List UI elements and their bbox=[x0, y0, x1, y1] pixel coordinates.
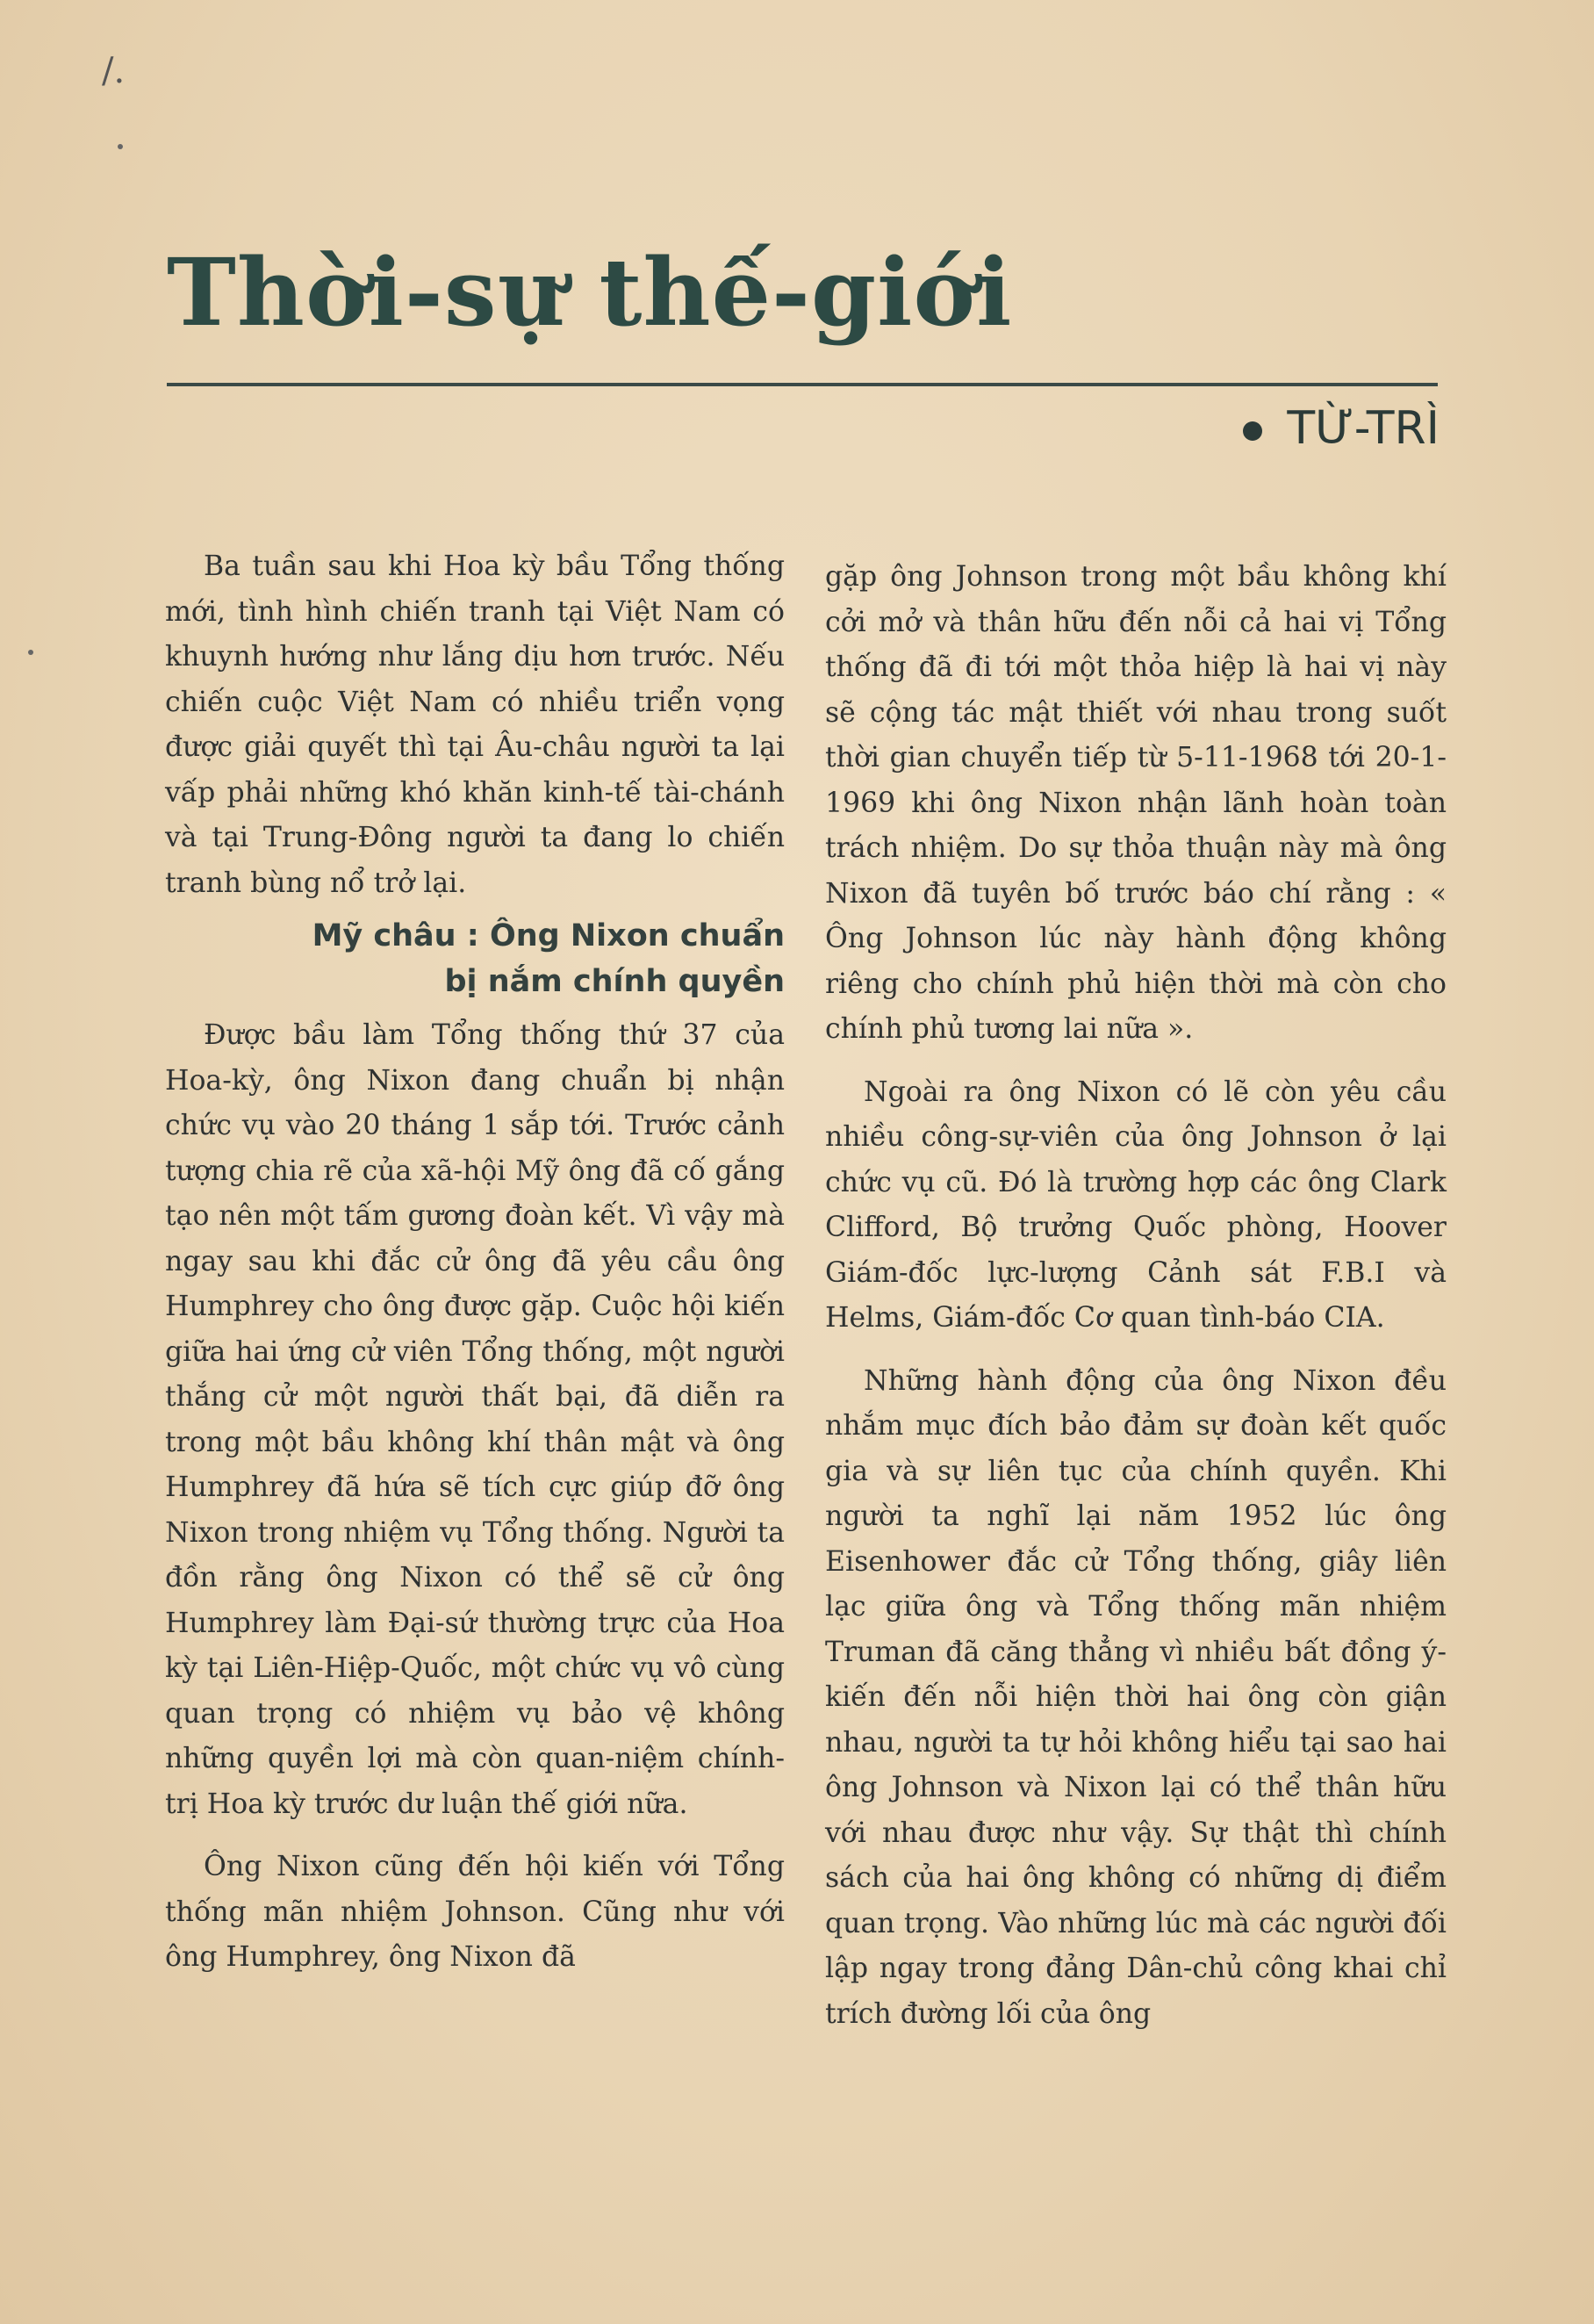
author-name: TỪ-TRÌ bbox=[1287, 402, 1440, 455]
left-column bbox=[165, 544, 785, 1981]
article-title: Thời-sự thế-giới bbox=[167, 237, 1013, 347]
body-paragraph: Được bầu làm Tổng thống thứ 37 của Hoa-kỳ, ông Nixon đang chuẩn bị nhận chức vụ vào 20 tháng 1 sắp tới. Trước cảnh tượng chia rẽ của xã-hội Mỹ ông đã cố gắng tạo nên một tấm gương đoàn kết. Vì vậy mà ngay sau khi đắc cử ông đã yêu cầu ông Humphrey cho ông được gặp. Cuộc hội kiến giữa hai ứng cử viên Tổng thống, một người thắng cử một người thất bại, đã diễn ra trong một bầu không khí thân mật và ông Humphrey đã hứa sẽ tích cực giúp đỡ ông Nixon trong nhiệm vụ Tổng thống. Người ta đồn rằng ông Nixon có thể sẽ cử ông Humphrey làm Đại-sứ thường trực của Hoa kỳ tại Liên-Hiệp-Quốc, một chức vụ vô cùng quan trọng có nhiệm vụ bảo vệ không những quyền lợi mà còn quan-niệm chính-trị Hoa kỳ trước dư luận thế giới nữa. bbox=[165, 1019, 785, 1820]
speck bbox=[118, 144, 123, 149]
page-mark: /. bbox=[102, 51, 126, 91]
body-paragraph: Những hành động của ông Nixon đều nhắm mục đích bảo đảm sự đoàn kết quốc gia và sự liên tục của chính quyền. Khi người ta nghĩ lại năm 1952 lúc ông Eisenhower đắc cử Tổng thống, giây liên lạc giữa ông và Tổng thống mãn nhiệm Truman đã căng thẳng vì nhiều bất đồng ý-kiến đến nỗi hiện thời hai ông còn giận nhau, người ta tự hỏi không hiểu tại sao hai ông Johnson và Nixon lại có thể thân hữu với nhau được như vậy. Sự thật thì chính sách của hai ông không có những dị điểm quan trọng. Vào những lúc mà các người đối lập ngay trong đảng Dân-chủ công khai chỉ trích đường lối của ông bbox=[825, 1364, 1447, 2030]
intro-paragraph: Ba tuần sau khi Hoa kỳ bầu Tổng thống mới, tình hình chiến tranh tại Việt Nam có khuynh hướng như lắng dịu hơn trước. Nếu chiến cuộc Việt Nam có nhiều triển vọng được giải quyết thì tại Âu-châu người ta lại vấp phải những khó khăn kinh-tế tài-chánh và tại Trung-Đông người ta đang lo chiến tranh bùng nổ trở lại. bbox=[165, 550, 785, 899]
body-paragraph: gặp ông Johnson trong một bầu không khí cởi mở và thân hữu đến nỗi cả hai vị Tổng thống đã đi tới một thỏa hiệp là hai vị này sẽ cộng tác mật thiết với nhau trong suốt thời gian chuyển tiếp từ 5-11-1968 tới 20-1-1969 khi ông Nixon nhận lãnh hoàn toàn trách nhiệm. Do sự thỏa thuận này mà ông Nixon đã tuyên bố trước báo chí rằng : « Ông Johnson lúc này hành động không riêng cho chính phủ hiện thời mà còn cho chính phủ tương lai nữa ». bbox=[825, 561, 1447, 1045]
section-heading-line-2: bị nắm chính quyền bbox=[444, 964, 785, 999]
bullet-icon bbox=[1243, 421, 1262, 441]
section-heading bbox=[165, 913, 785, 1004]
section-heading-line-1: Mỹ châu : Ông Nixon chuẩn bbox=[312, 918, 785, 953]
body-paragraph: Ngoài ra ông Nixon có lẽ còn yêu cầu nhiều công-sự-viên của ông Johnson ở lại chức vụ cũ. Đó là trường hợp các ông Clark Clifford, Bộ trưởng Quốc phòng, Hoover Giám-đốc lực-lượng Cảnh sát F.B.I và Helms, Giám-đốc Cơ quan tình-báo CIA. bbox=[825, 1076, 1447, 1334]
title-rule bbox=[167, 383, 1438, 386]
author-byline bbox=[1243, 402, 1440, 455]
body-paragraph: Ông Nixon cũng đến hội kiến với Tổng thống mãn nhiệm Johnson. Cũng như với ông Humphrey, ông Nixon đã bbox=[165, 1851, 785, 1973]
speck bbox=[28, 650, 33, 655]
right-column bbox=[825, 555, 1447, 2037]
